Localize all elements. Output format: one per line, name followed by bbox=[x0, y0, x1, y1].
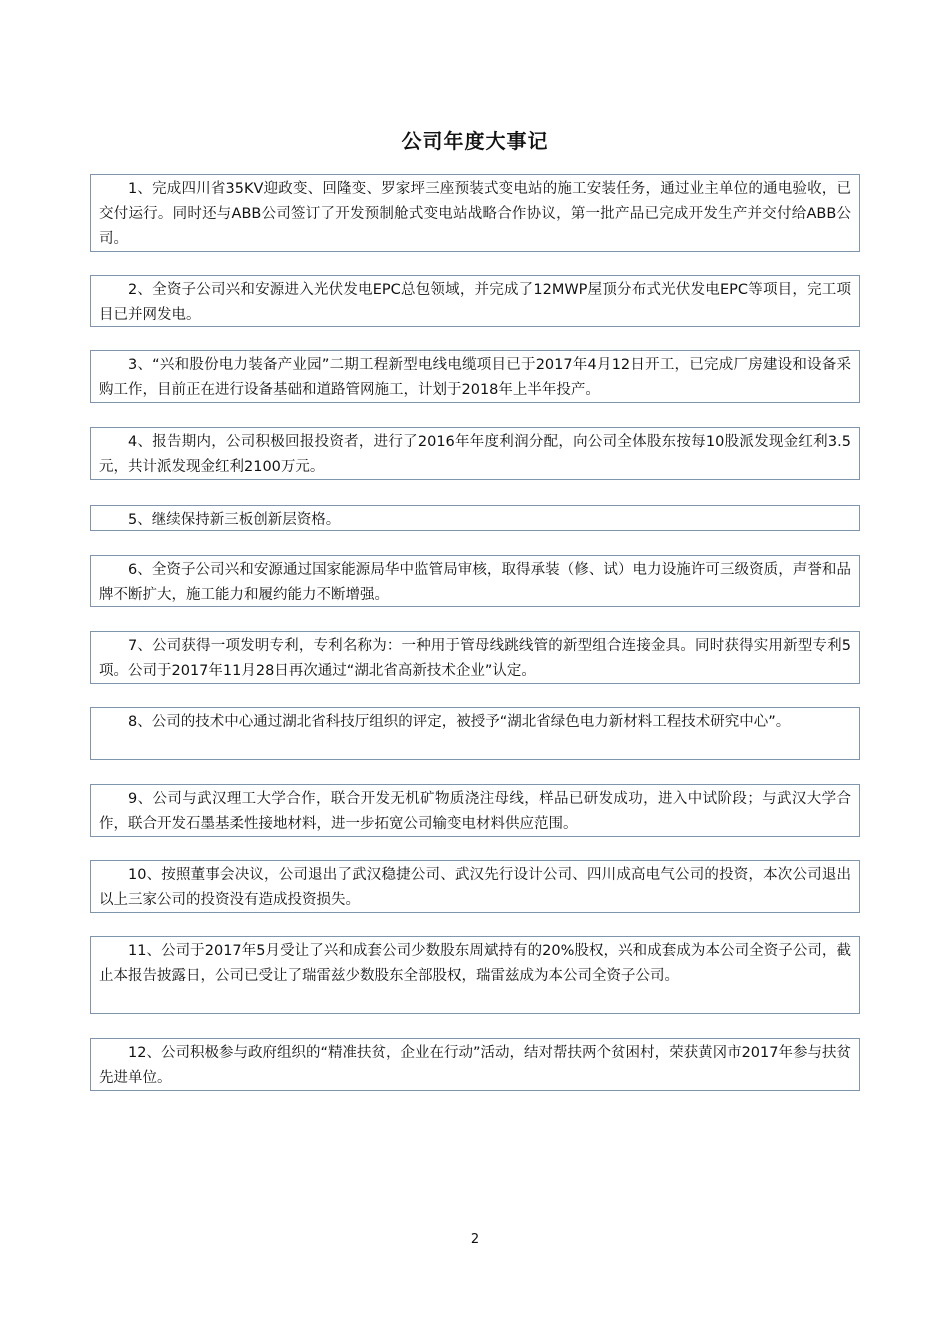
event-box-5: 5、继续保持新三板创新层资格。 bbox=[90, 505, 860, 531]
event-box-12: 12、公司积极参与政府组织的“精准扶贫，企业在行动”活动，结对帮扶两个贫困村，荣获黄冈市2017年参与扶贫先进单位。 bbox=[90, 1038, 860, 1091]
event-box-8: 8、公司的技术中心通过湖北省科技厅组织的评定，被授予“湖北省绿色电力新材料工程技术研究中心”。 bbox=[90, 707, 860, 760]
event-box-9: 9、公司与武汉理工大学合作，联合开发无机矿物质浇注母线，样品已研发成功，进入中试阶段；与武汉大学合作，联合开发石墨基柔性接地材料，进一步拓宽公司输变电材料供应范围。 bbox=[90, 784, 860, 837]
event-box-2: 2、全资子公司兴和安源进入光伏发电EPC总包领域，并完成了12MWP屋顶分布式光伏发电EPC等项目，完工项目已并网发电。 bbox=[90, 275, 860, 327]
event-box-4: 4、报告期内，公司积极回报投资者，进行了2016年年度利润分配，向公司全体股东按每10股派发现金红利3.5元，共计派发现金红利2100万元。 bbox=[90, 427, 860, 480]
event-box-11: 11、公司于2017年5月受让了兴和成套公司少数股东周斌持有的20%股权，兴和成套成为本公司全资子公司，截止本报告披露日，公司已受让了瑞雷兹少数股东全部股权，瑞雷兹成为本公司全资子公司。 bbox=[90, 936, 860, 1014]
page-title: 公司年度大事记 bbox=[401, 129, 549, 153]
event-box-6: 6、全资子公司兴和安源通过国家能源局华中监管局审核，取得承装（修、试）电力设施许可三级资质，声誉和品牌不断扩大，施工能力和履约能力不断增强。 bbox=[90, 555, 860, 607]
event-box-3: 3、“兴和股份电力装备产业园”二期工程新型电线电缆项目已于2017年4月12日开工，已完成厂房建设和设备采购工作，目前正在进行设备基础和道路管网施工，计划于2018年上半年投产。 bbox=[90, 350, 860, 403]
event-box-7: 7、公司获得一项发明专利，专利名称为：一种用于管母线跳线管的新型组合连接金具。同时获得实用新型专利5项。公司于2017年11月28日再次通过“湖北省高新技术企业”认定。 bbox=[90, 631, 860, 684]
event-box-10: 10、按照董事会决议，公司退出了武汉稳捷公司、武汉先行设计公司、四川成高电气公司的投资，本次公司退出以上三家公司的投资没有造成投资损失。 bbox=[90, 860, 860, 913]
event-box-1: 1、完成四川省35KV迎政变、回隆变、罗家坪三座预装式变电站的施工安装任务，通过业主单位的通电验收，已交付运行。同时还与ABB公司签订了开发预制舱式变电站战略合作协议，第一批产品已完成开发生产并交付给ABB公司。 bbox=[90, 174, 860, 252]
page-number: 2 bbox=[470, 1232, 480, 1247]
